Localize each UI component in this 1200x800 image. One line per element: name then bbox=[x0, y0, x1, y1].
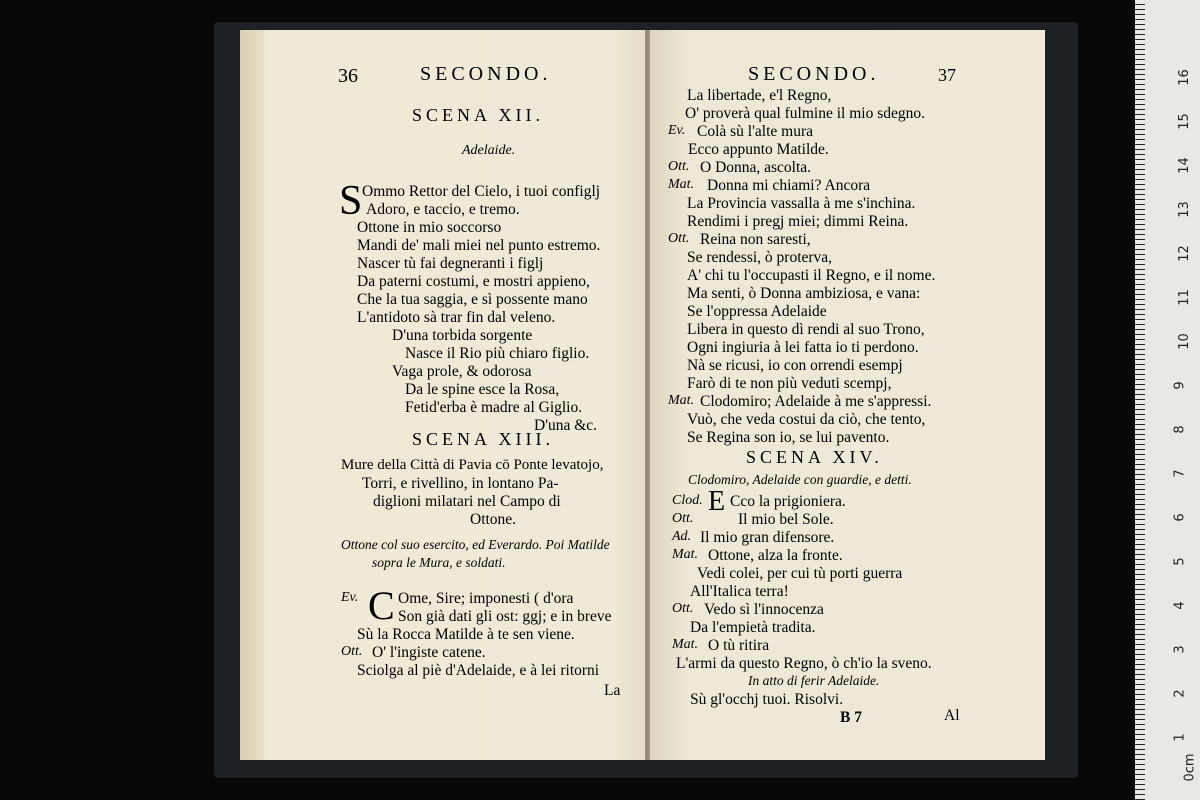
last-line: Sù gl'occhj tuoi. Risolvi. bbox=[690, 691, 844, 708]
ruler-label: 8 bbox=[1172, 425, 1188, 434]
verse-line: Nasce il Rio più chiaro figlio. bbox=[405, 345, 590, 362]
speaker-label: Mat. bbox=[668, 393, 695, 408]
signature-mark: B 7 bbox=[840, 709, 862, 726]
ruler-label: 13 bbox=[1176, 201, 1192, 218]
speaker-label: Ev. bbox=[668, 123, 686, 138]
dialogue-line: Libera in questo dì rendi al suo Trono, bbox=[687, 321, 925, 338]
right-catchword: Al bbox=[944, 707, 960, 724]
ruler-label: 11 bbox=[1176, 289, 1192, 306]
dialogue-line: La libertade, e'l Regno, bbox=[687, 87, 832, 104]
left-page-number: 36 bbox=[338, 65, 358, 87]
dialogue-line: Se rendessi, ò proterva, bbox=[687, 249, 833, 266]
dialogue-line: O' proverà qual fulmine il mio sdegno. bbox=[685, 105, 925, 122]
dialogue-line: Ogni ingiuria à lei fatta io ti perdono. bbox=[687, 339, 919, 356]
dialogue-line: All'Italica terra! bbox=[690, 583, 789, 600]
ruler-label: 5 bbox=[1172, 557, 1188, 566]
verse-line: Vaga prole, & odorosa bbox=[392, 363, 532, 380]
dialogue-line: Rendimi i pregj miei; dimmi Reina. bbox=[687, 213, 909, 230]
ruler-label: 9 bbox=[1172, 381, 1188, 390]
dialogue-line: Cco la prigioniera. bbox=[730, 493, 846, 510]
dialogue-line: A' chi tu l'occupasti il Regno, e il nome. bbox=[687, 267, 936, 284]
dialogue-line: O Donna, ascolta. bbox=[700, 159, 812, 176]
speaker-label: Clod. bbox=[672, 493, 703, 508]
dialogue-line: L'armi da questo Regno, ò ch'io la sveno. bbox=[676, 655, 932, 672]
dialogue-line: Clodomiro; Adelaide à me s'appressi. bbox=[700, 393, 932, 410]
dialogue-line: Sù la Rocca Matilde à te sen viene. bbox=[357, 626, 575, 643]
scene-12-dropcap: S bbox=[339, 178, 363, 224]
dialogue-line: Il mio bel Sole. bbox=[738, 511, 834, 528]
speaker-label: Mat. bbox=[672, 637, 699, 652]
dialogue-line: Ottone, alza la fronte. bbox=[708, 547, 843, 564]
dialogue-line: Nà se ricusi, io con orrendi esempj bbox=[687, 357, 903, 374]
ruler-label: 6 bbox=[1172, 513, 1188, 522]
dialogue-line: Donna mi chiami? Ancora bbox=[707, 177, 871, 194]
dialogue-line: Farò di te non più veduti scempj, bbox=[687, 375, 892, 392]
speaker-label: Mat. bbox=[672, 547, 699, 562]
scene-12-character: Adelaide. bbox=[462, 143, 516, 158]
verse-line: Ommo Rettor del Cielo, i tuoi configlj bbox=[362, 183, 601, 200]
ruler-label: 15 bbox=[1176, 113, 1192, 130]
speaker-label: Mat. bbox=[668, 177, 695, 192]
dialogue-line: Reina non saresti, bbox=[700, 231, 811, 248]
right-running-head: SECONDO. bbox=[748, 63, 880, 85]
left-catchword: La bbox=[604, 682, 621, 699]
dialogue-line: Vedi colei, per cui tù porti guerra bbox=[697, 565, 903, 582]
verse-line: D'una &c. bbox=[534, 417, 598, 434]
setting-line: Mure della Città di Pavia cō Ponte levatojo, bbox=[341, 457, 604, 473]
speaker-label: Ad. bbox=[672, 529, 692, 544]
scene-14-title: SCENA XIV. bbox=[746, 447, 883, 467]
speaker-label: Ott. bbox=[672, 511, 694, 526]
dialogue-line: Son già dati gli ost: ggj; e in breve bbox=[398, 608, 612, 625]
ruler-label: 12 bbox=[1176, 245, 1192, 262]
left-running-head: SECONDO. bbox=[420, 63, 552, 85]
dialogue-line: La Provincia vassalla à me s'inchina. bbox=[687, 195, 916, 212]
right-page-number: 37 bbox=[938, 65, 956, 85]
setting-line: Ottone. bbox=[470, 511, 517, 528]
verse-line: Ottone in mio soccorso bbox=[357, 219, 502, 236]
ruler-label: 0cm bbox=[1182, 753, 1198, 782]
scene-14-dropcap: E bbox=[708, 486, 726, 517]
verse-line: Che la tua saggia, e sì possente mano bbox=[357, 291, 588, 308]
ruler-label: 16 bbox=[1176, 69, 1192, 86]
dialogue-line: O' l'ingiste catene. bbox=[372, 644, 486, 661]
speaker-label: Ott. bbox=[672, 601, 694, 616]
dialogue-line: Il mio gran difensore. bbox=[700, 529, 835, 546]
stage-direction: In atto di ferir Adelaide. bbox=[748, 673, 880, 688]
ruler-label: 2 bbox=[1172, 689, 1188, 698]
dialogue-line: Vedo sì l'innocenza bbox=[704, 601, 824, 618]
ruler-label: 4 bbox=[1172, 601, 1188, 610]
speaker-label: Ott. bbox=[668, 231, 690, 246]
dialogue-line: Ome, Sire; imponesti ( d'ora bbox=[398, 590, 574, 607]
ruler-label: 7 bbox=[1172, 469, 1188, 478]
dialogue-line: Colà sù l'alte mura bbox=[697, 123, 814, 140]
dialogue-line: Ecco appunto Matilde. bbox=[688, 141, 829, 158]
verse-line: Da paterni costumi, e mostri appieno, bbox=[357, 273, 590, 290]
verse-line: Mandi de' mali miei nel punto estremo. bbox=[357, 237, 601, 254]
verse-line: Da le spine esce la Rosa, bbox=[405, 381, 560, 398]
dialogue-line: Da l'empietà tradita. bbox=[690, 619, 816, 636]
dialogue-line: O tù ritira bbox=[708, 637, 770, 654]
setting-line: Torri, e rivellino, in lontano Pa- bbox=[362, 475, 559, 492]
dialogue-line: Sciolga al piè d'Adelaide, e à lei ritorni bbox=[357, 662, 600, 679]
ruler-label: 14 bbox=[1176, 157, 1192, 174]
dialogue-line: Se Regina son io, se lui pavento. bbox=[687, 429, 890, 446]
ruler-label: 1 bbox=[1172, 733, 1188, 742]
speaker-label: Ott. bbox=[341, 644, 363, 659]
speaker-label: Ott. bbox=[668, 159, 690, 174]
dialogue-line: Ma senti, ò Donna ambiziosa, e vana: bbox=[687, 285, 921, 302]
scene-14-characters: Clodomiro, Adelaide con guardie, e detti. bbox=[688, 472, 912, 487]
verse-line: L'antidoto sà trar fin dal veleno. bbox=[357, 309, 556, 326]
speaker-label: Ev. bbox=[341, 590, 359, 605]
verse-line: Fetid'erba è madre al Giglio. bbox=[405, 399, 583, 416]
ruler-label: 10 bbox=[1176, 333, 1192, 350]
setting-line: diglioni milatari nel Campo di bbox=[373, 493, 561, 510]
ruler-label: 3 bbox=[1172, 645, 1188, 654]
dialogue-line: Se l'oppressa Adelaide bbox=[687, 303, 827, 320]
scene-13-dropcap: C bbox=[368, 583, 395, 628]
verse-line: Nascer tù fai degneranti i figlj bbox=[357, 255, 544, 272]
verse-line: Adoro, e taccio, e tremo. bbox=[366, 201, 520, 218]
scene-12-title: SCENA XII. bbox=[412, 105, 545, 125]
characters-line: sopra le Mura, e soldati. bbox=[372, 555, 506, 570]
characters-line: Ottone col suo esercito, ed Everardo. Poi Matilde bbox=[341, 537, 610, 552]
scene-13-title: SCENA XIII. bbox=[412, 429, 554, 449]
dialogue-line: Vuò, che veda costui da ciò, che tento, bbox=[687, 411, 926, 428]
verse-line: D'una torbida sorgente bbox=[392, 327, 533, 344]
